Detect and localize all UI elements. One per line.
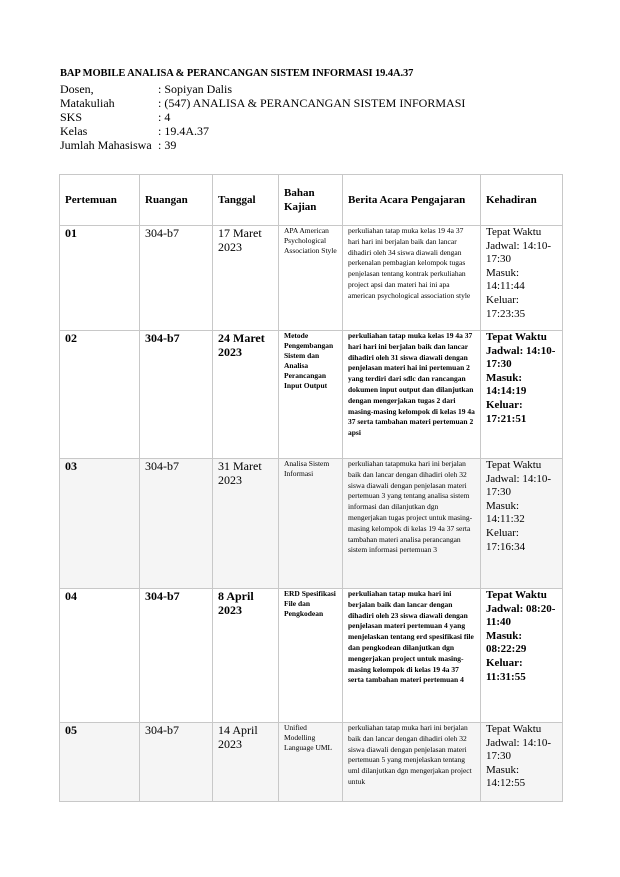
table-header-row <box>60 175 563 226</box>
topic-cell: Metode Pengembangan Sistem dan Analisa Perancangan Input Output <box>279 331 343 459</box>
info-label: Kelas <box>60 124 88 138</box>
attendance-cell <box>481 226 563 331</box>
attendance-in: Masuk: 08:22:29 <box>486 629 527 656</box>
attendance-cell <box>481 589 563 723</box>
attendance-in: Masuk: 14:11:44 <box>486 266 525 293</box>
attendance-out: Keluar: 17:21:51 <box>486 398 527 425</box>
attendance-status: Tepat Waktu <box>486 723 542 735</box>
attendance-status: Tepat Waktu <box>486 459 542 471</box>
attendance-schedule: Jadwal: 14:10-17:30 <box>486 472 552 499</box>
info-class <box>60 124 580 138</box>
attendance-schedule: Jadwal: 14:10-17:30 <box>486 344 556 371</box>
attendance-status: Tepat Waktu <box>486 226 542 238</box>
topic-cell: ERD Spesifikasi File dan Pengkodean <box>279 589 343 723</box>
room-cell: 304-b7 <box>140 459 213 589</box>
info-value: : 19.4A.37 <box>158 124 209 138</box>
table-row <box>60 459 563 589</box>
date-cell: 14 April 2023 <box>213 723 279 802</box>
attendance-status: Tepat Waktu <box>486 589 547 601</box>
date-cell: 17 Maret 2023 <box>213 226 279 331</box>
meeting-number: 03 <box>60 459 140 589</box>
table-row <box>60 589 563 723</box>
header-topic: Bahan Kajian <box>279 175 343 226</box>
info-value: : 4 <box>158 110 171 124</box>
info-lecturer <box>60 82 580 96</box>
info-label: SKS <box>60 110 83 124</box>
attendance-out: Keluar: 11:31:55 <box>486 656 526 683</box>
attendance-in: Masuk: 14:14:19 <box>486 371 527 398</box>
teaching-report-table <box>59 174 563 802</box>
attendance-cell <box>481 331 563 459</box>
info-label: Jumlah Mahasiswa <box>60 138 152 152</box>
header-meeting: Pertemuan <box>60 175 140 226</box>
topic-cell: Analisa Sistem Informasi <box>279 459 343 589</box>
header-room: Ruangan <box>140 175 213 226</box>
attendance-schedule: Jadwal: 14:10-17:30 <box>486 239 552 266</box>
course-info <box>60 82 580 152</box>
room-cell: 304-b7 <box>140 723 213 802</box>
header-report: Berita Acara Pengajaran <box>343 175 481 226</box>
meeting-number: 04 <box>60 589 140 723</box>
attendance-out: Keluar: 17:16:34 <box>486 526 526 553</box>
info-student-count <box>60 138 580 152</box>
info-course <box>60 96 580 110</box>
info-value: : 39 <box>158 138 177 152</box>
attendance-out: Keluar: 17:23:35 <box>486 293 526 320</box>
document-title: BAP MOBILE ANALISA & PERANCANGAN SISTEM INFORMASI 19.4A.37 <box>60 68 414 79</box>
report-cell: perkuliahan tatap muka hari ini berjalan baik dan lancar dengan dihadiri oleh 23 siswa diawali dengan penjelasan materi pertemuan 4 yang menjelaskan tentang erd spesifikasi file dan pengkodean dilanjutkan dgn mengerjakan project untuk masing-masing kelompok di kelas 19 4a 37 serta tambahan materi pertemuan 4 <box>343 589 481 723</box>
header-date: Tanggal <box>213 175 279 226</box>
header-attendance: Kehadiran <box>481 175 563 226</box>
report-cell: perkuliahan tatap muka kelas 19 4a 37 hari hari ini berjalan baik dan lancar dihadiri oleh 34 siswa diawali dengan perkenalan pembagian kelompok tugas penjelasan tentang kontrak perkuliahan project apsi dan materi hai ini apa american psychological association style <box>343 226 481 331</box>
table-row <box>60 331 563 459</box>
room-cell: 304-b7 <box>140 331 213 459</box>
info-value: : Sopiyan Dalis <box>158 82 232 96</box>
report-cell: perkuliahan tatap muka hari ini berjalan baik dan lancar dengan dihadiri oleh 32 siswa diawali dengan penjelasan materi pertemuan 5 yang menjelaskan tentang uml dilanjutkan dgn mengerjakan project untuk <box>343 723 481 802</box>
room-cell: 304-b7 <box>140 589 213 723</box>
attendance-schedule: Jadwal: 14:10-17:30 <box>486 736 552 763</box>
info-value: : (547) ANALISA & PERANCANGAN SISTEM INFORMASI <box>158 96 466 110</box>
topic-cell: APA American Psychological Association Style <box>279 226 343 331</box>
table-row <box>60 226 563 331</box>
attendance-in: Masuk: 14:11:32 <box>486 499 525 526</box>
attendance-cell <box>481 723 563 802</box>
meeting-number: 01 <box>60 226 140 331</box>
attendance-schedule: Jadwal: 08:20-11:40 <box>486 602 556 629</box>
date-cell: 31 Maret 2023 <box>213 459 279 589</box>
meeting-number: 05 <box>60 723 140 802</box>
date-cell: 24 Maret 2023 <box>213 331 279 459</box>
attendance-in: Masuk: 14:12:55 <box>486 763 526 790</box>
info-label: Matakuliah <box>60 96 115 110</box>
info-label: Dosen, <box>60 82 94 96</box>
info-credits <box>60 110 580 124</box>
table-row <box>60 723 563 802</box>
meeting-number: 02 <box>60 331 140 459</box>
attendance-status: Tepat Waktu <box>486 331 547 343</box>
report-cell: perkuliahan tatapmuka hari ini berjalan baik dan lancar dengan dihadiri oleh 32 siswa diawali dengan penjelasan materi pertemuan 3 yang tentang analisa sistem informasi dan dilanjutkan dgn mengerjakan tugas project untuk masing-masing kelompok di kelas 19 4a 37 serta tambahan materi analisa perancangan sistem informasi pertemuan 3 <box>343 459 481 589</box>
report-cell: perkuliahan tatap muka kelas 19 4a 37 hari hari ini berjalan baik dan lancar dihadiri oleh 31 siswa diawali dengan penjelasan materi hai ini pertemuan 2 yang terdiri dari sdlc dan rancangan dokumen input output dan dilanjutkan dengan mengerjakan tugas 2 dari masing-masing kelompok di kelas 19 4a 37 serta tambahan materi pertemuan 2 apsi <box>343 331 481 459</box>
room-cell: 304-b7 <box>140 226 213 331</box>
topic-cell: Unified Modelling Language UML <box>279 723 343 802</box>
date-cell: 8 April 2023 <box>213 589 279 723</box>
attendance-cell <box>481 459 563 589</box>
